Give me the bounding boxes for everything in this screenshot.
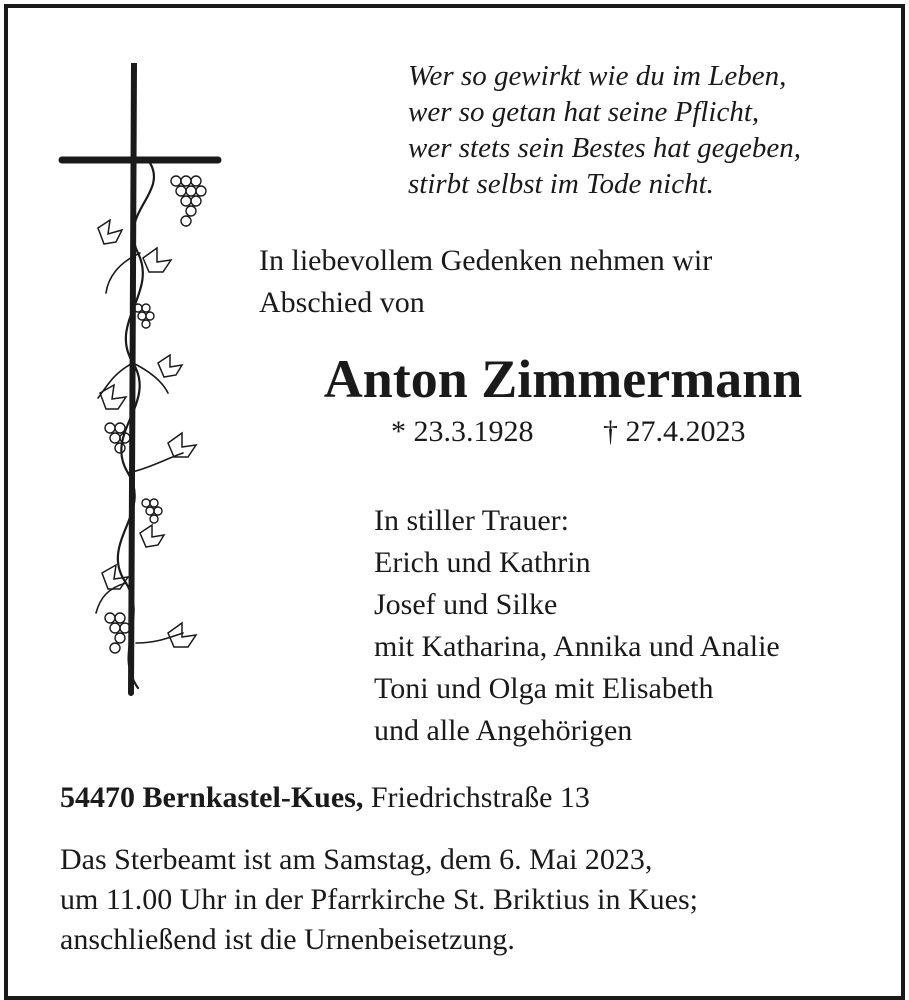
poem-line: stirbt selbst im Tode nicht. xyxy=(408,168,714,200)
poem xyxy=(408,58,801,202)
address-street: Friedrichstraße 13 xyxy=(370,781,590,814)
birth-date: * 23.3.1928 xyxy=(391,415,534,448)
cross-with-grapevine-icon xyxy=(58,63,228,703)
life-dates xyxy=(391,414,746,450)
service-line: Das Sterbeamt ist am Samstag, dem 6. Mai 2023, xyxy=(60,843,653,876)
mourners-line: In stiller Trauer: xyxy=(374,504,569,537)
mourners-line: Josef und Silke xyxy=(374,588,558,621)
intro-text xyxy=(259,240,712,324)
mourners-line: Erich und Kathrin xyxy=(374,546,591,579)
address-city: 54470 Bernkastel-Kues, xyxy=(60,781,364,814)
mourners-line: und alle Angehörigen xyxy=(374,714,633,747)
poem-line: wer stets sein Bestes hat gegeben, xyxy=(408,132,802,164)
poem-line: Wer so gewirkt wie du im Leben, xyxy=(408,60,787,92)
intro-line: Abschied von xyxy=(259,286,425,319)
mourners-list xyxy=(374,500,780,752)
mourners-line: mit Katharina, Annika und Analie xyxy=(374,630,780,663)
intro-line: In liebevollem Gedenken nehmen wir xyxy=(259,244,713,277)
poem-line: wer so getan hat seine Pflicht, xyxy=(408,96,760,128)
service-info xyxy=(60,840,698,960)
address xyxy=(60,778,590,818)
mourners-line: Toni und Olga mit Elisabeth xyxy=(374,672,714,705)
service-line: anschließend ist die Urnenbeisetzung. xyxy=(60,923,515,956)
obituary-notice xyxy=(4,4,905,1000)
service-line: um 11.00 Uhr in der Pfarrkirche St. Briktius in Kues; xyxy=(60,883,698,916)
death-date: † 27.4.2023 xyxy=(603,415,746,448)
deceased-name: Anton Zimmermann xyxy=(323,349,803,409)
